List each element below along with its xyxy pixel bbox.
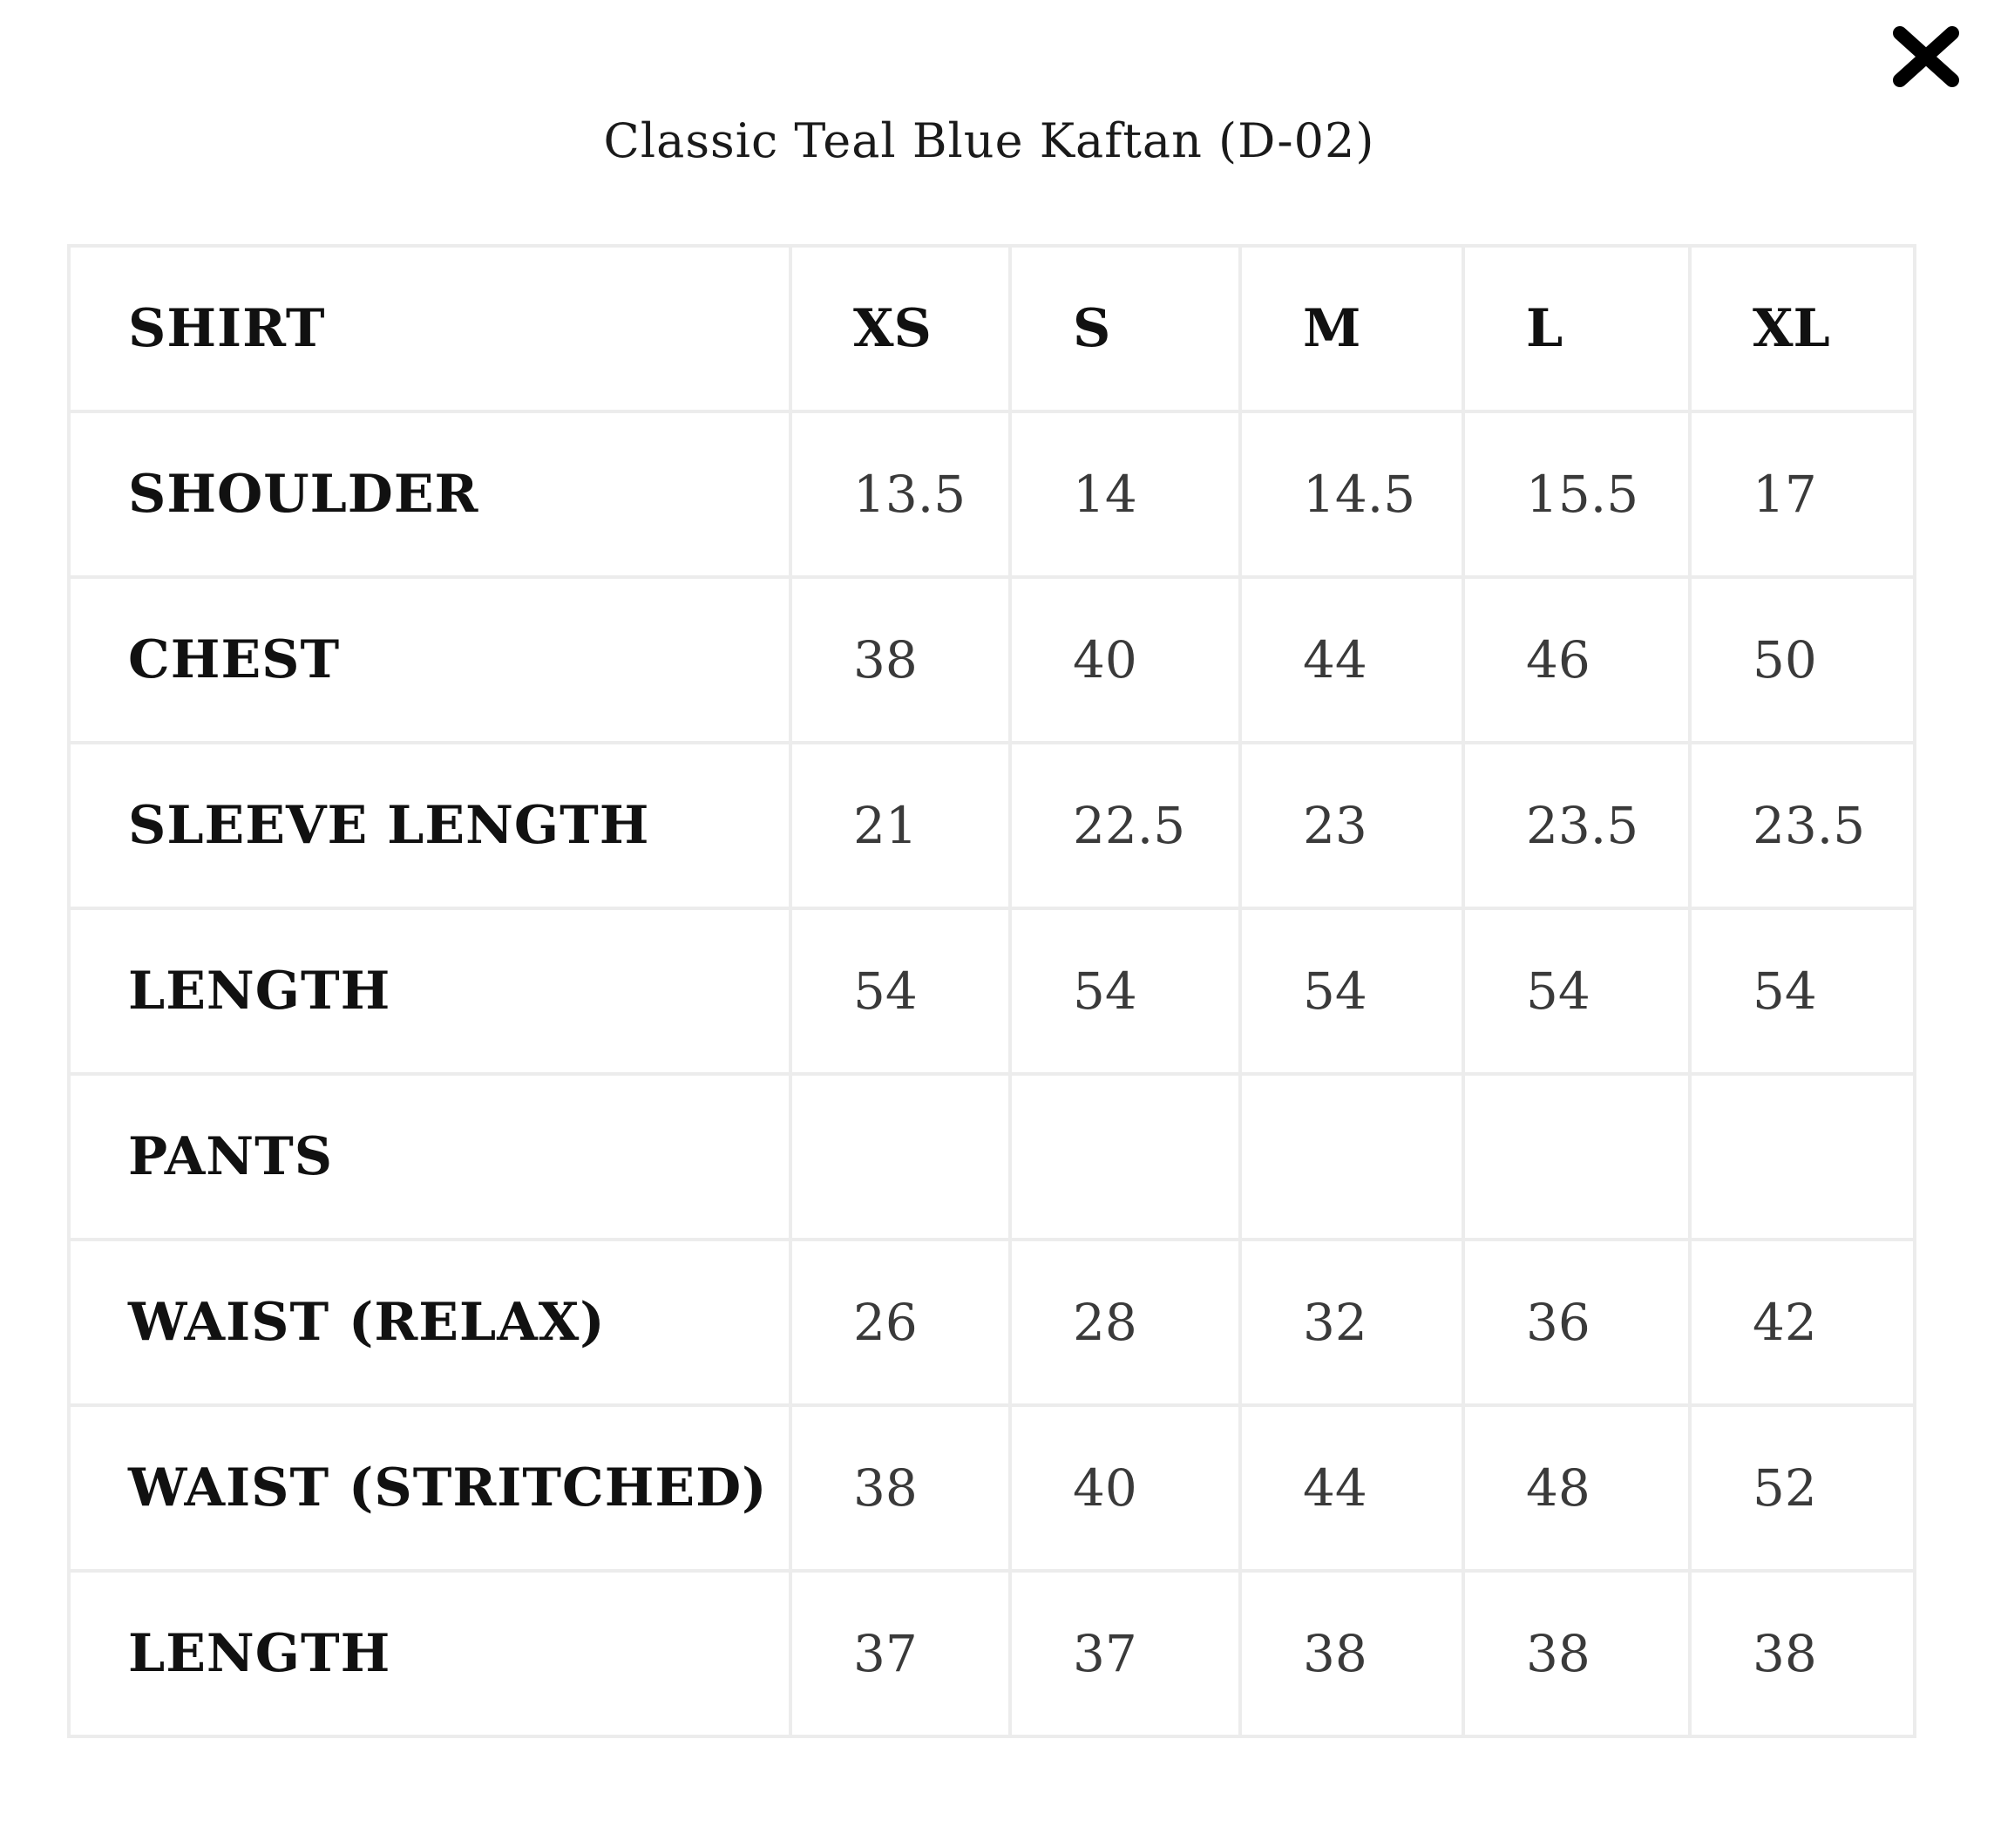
table-cell: 23 bbox=[1240, 743, 1463, 908]
table-row bbox=[69, 1074, 1915, 1240]
size-chart-table bbox=[67, 244, 1916, 1738]
table-cell: 13.5 bbox=[790, 411, 1010, 577]
header-label-shirt: SHIRT bbox=[69, 246, 790, 411]
table-cell bbox=[1010, 1074, 1240, 1240]
table-cell: 40 bbox=[1010, 577, 1240, 743]
table-cell bbox=[1240, 1074, 1463, 1240]
row-label: SHOULDER bbox=[69, 411, 790, 577]
table-cell: 37 bbox=[1010, 1571, 1240, 1736]
table-cell: 48 bbox=[1463, 1405, 1690, 1571]
table-cell: 38 bbox=[790, 1405, 1010, 1571]
size-header-m: M bbox=[1240, 246, 1463, 411]
table-row bbox=[69, 411, 1915, 577]
table-cell: 28 bbox=[1010, 1240, 1240, 1405]
table-row bbox=[69, 1240, 1915, 1405]
table-row bbox=[69, 1571, 1915, 1736]
table-cell: 54 bbox=[1240, 908, 1463, 1074]
size-header-s: S bbox=[1010, 246, 1240, 411]
table-cell: 42 bbox=[1690, 1240, 1915, 1405]
row-label: WAIST (STRITCHED) bbox=[69, 1405, 790, 1571]
table-cell: 14.5 bbox=[1240, 411, 1463, 577]
row-label: SLEEVE LENGTH bbox=[69, 743, 790, 908]
table-cell: 32 bbox=[1240, 1240, 1463, 1405]
table-row bbox=[69, 743, 1915, 908]
table-cell: 54 bbox=[790, 908, 1010, 1074]
table-cell: 17 bbox=[1690, 411, 1915, 577]
table-cell: 15.5 bbox=[1463, 411, 1690, 577]
table-cell: 38 bbox=[1240, 1571, 1463, 1736]
table-cell: 23.5 bbox=[1463, 743, 1690, 908]
table-cell: 14 bbox=[1010, 411, 1240, 577]
table-cell bbox=[790, 1074, 1010, 1240]
table-cell: 54 bbox=[1690, 908, 1915, 1074]
close-button[interactable] bbox=[1891, 23, 1961, 89]
table-cell: 37 bbox=[790, 1571, 1010, 1736]
table-cell: 38 bbox=[1690, 1571, 1915, 1736]
table-cell: 44 bbox=[1240, 1405, 1463, 1571]
table-cell: 22.5 bbox=[1010, 743, 1240, 908]
table-header-row bbox=[69, 246, 1915, 411]
row-label: PANTS bbox=[69, 1074, 790, 1240]
modal-title: Classic Teal Blue Kaftan (D-02) bbox=[603, 113, 1375, 168]
row-label: LENGTH bbox=[69, 908, 790, 1074]
table-cell: 40 bbox=[1010, 1405, 1240, 1571]
row-label: CHEST bbox=[69, 577, 790, 743]
table-cell: 50 bbox=[1690, 577, 1915, 743]
table-row bbox=[69, 1405, 1915, 1571]
row-label: WAIST (RELAX) bbox=[69, 1240, 790, 1405]
table-cell: 26 bbox=[790, 1240, 1010, 1405]
table-cell: 38 bbox=[790, 577, 1010, 743]
table-cell: 36 bbox=[1463, 1240, 1690, 1405]
table-cell: 38 bbox=[1463, 1571, 1690, 1736]
table-cell bbox=[1463, 1074, 1690, 1240]
table-cell: 46 bbox=[1463, 577, 1690, 743]
table-cell: 23.5 bbox=[1690, 743, 1915, 908]
size-header-xl: XL bbox=[1690, 246, 1915, 411]
table-cell: 21 bbox=[790, 743, 1010, 908]
table-cell: 44 bbox=[1240, 577, 1463, 743]
size-header-l: L bbox=[1463, 246, 1690, 411]
table-row bbox=[69, 908, 1915, 1074]
table-cell: 54 bbox=[1463, 908, 1690, 1074]
size-header-xs: XS bbox=[790, 246, 1010, 411]
table-row bbox=[69, 577, 1915, 743]
table-cell bbox=[1690, 1074, 1915, 1240]
table-cell: 52 bbox=[1690, 1405, 1915, 1571]
table-cell: 54 bbox=[1010, 908, 1240, 1074]
row-label: LENGTH bbox=[69, 1571, 790, 1736]
close-icon bbox=[1891, 23, 1961, 89]
